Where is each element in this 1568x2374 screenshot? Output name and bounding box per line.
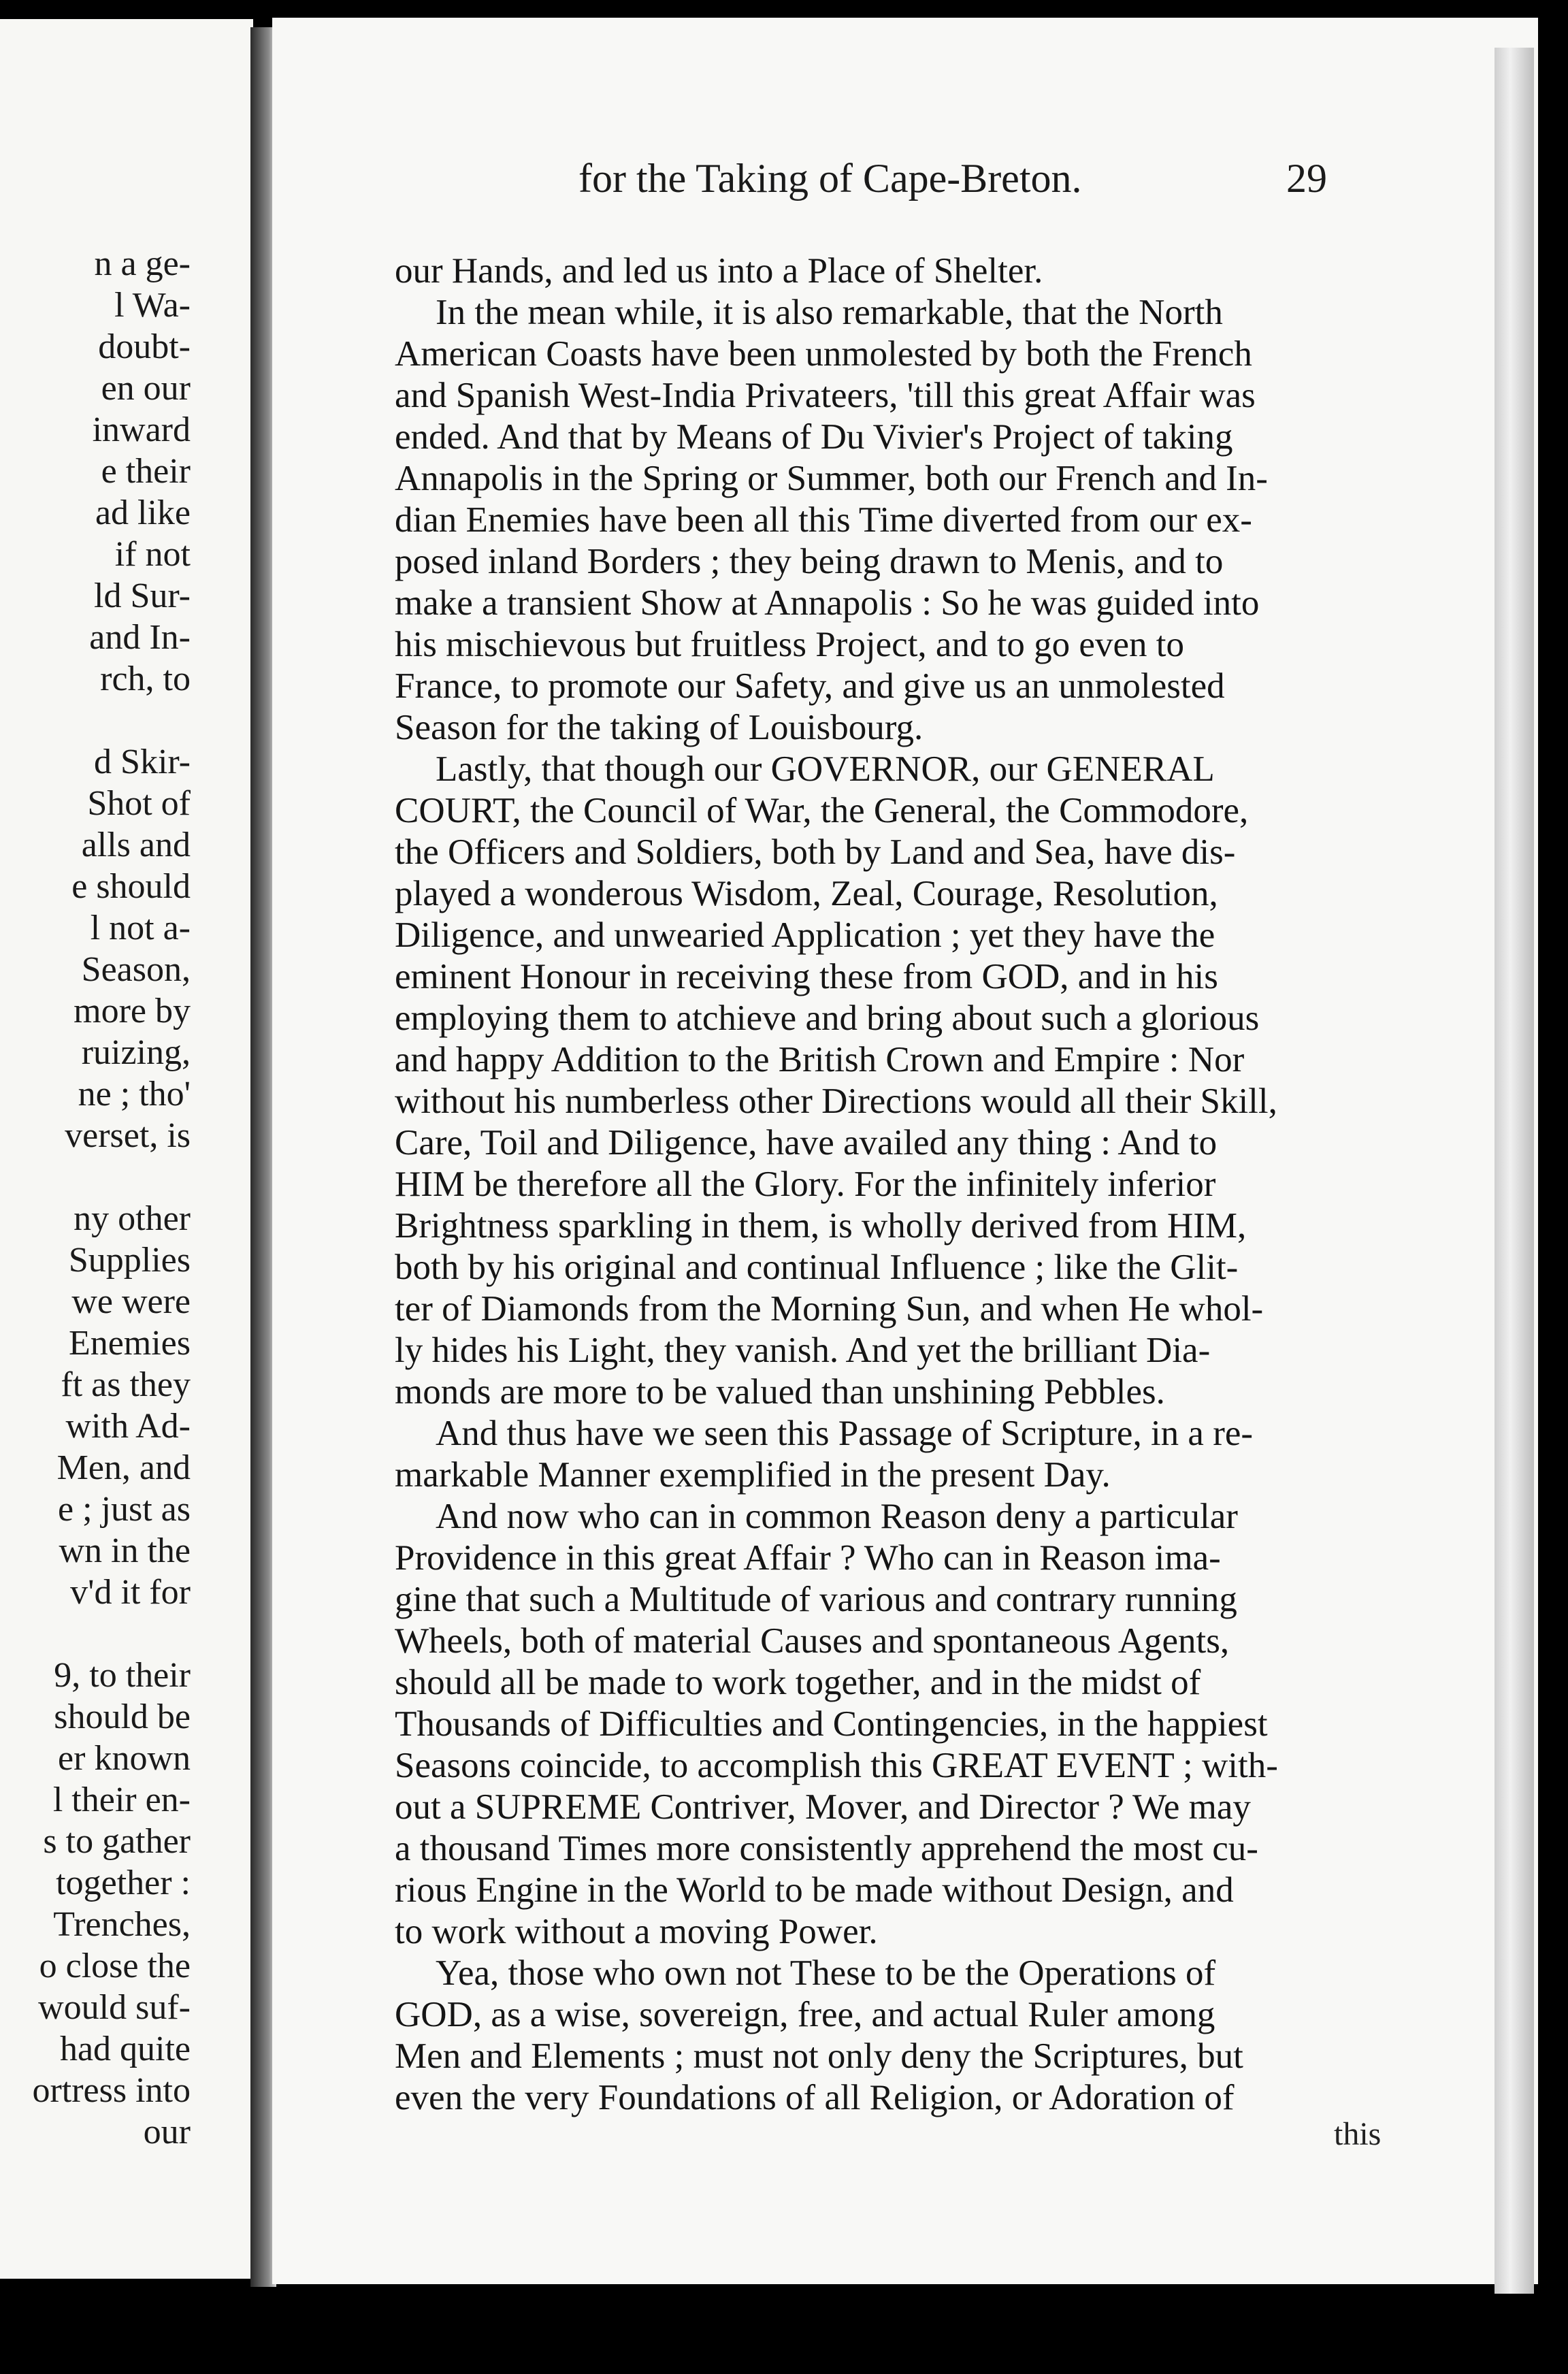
text-line: Diligence, and unwearied Application ; yet they have the bbox=[395, 915, 1215, 955]
text-line: eminent Honour in receiving these from GOD, and in his bbox=[395, 957, 1218, 996]
left-page-line: should be bbox=[54, 1697, 191, 1736]
text-line: monds are more to be valued than unshining Pebbles. bbox=[395, 1372, 1165, 1412]
text-line: should all be made to work together, and in the midst of bbox=[395, 1663, 1201, 1702]
text-line: ly hides his Light, they vanish. And yet the brilliant Dia- bbox=[395, 1331, 1211, 1370]
page-edges bbox=[1494, 48, 1534, 2294]
left-page-line: Season, bbox=[81, 950, 191, 989]
running-head bbox=[578, 155, 1327, 210]
left-page-line: together : bbox=[56, 1864, 191, 1902]
left-page-line: more by bbox=[74, 992, 191, 1030]
left-page-line: ortress into bbox=[32, 2071, 191, 2110]
catchword: this bbox=[1334, 2116, 1382, 2152]
left-page-line: l their en- bbox=[52, 1780, 191, 1819]
left-page-line: Supplies bbox=[68, 1241, 191, 1280]
left-page-line: l Wa- bbox=[114, 286, 191, 325]
text-line: employing them to atchieve and bring about such a glorious bbox=[395, 998, 1260, 1038]
text-line: even the very Foundations of all Religion, or Adoration of bbox=[395, 2078, 1235, 2117]
left-page bbox=[0, 19, 253, 2279]
left-page-line: Shot of bbox=[87, 784, 191, 823]
text-line: American Coasts have been unmolested by both the French bbox=[395, 334, 1252, 374]
text-line: Brightness sparkling in them, is wholly derived from HIM, bbox=[395, 1206, 1247, 1246]
text-line: ter of Diamonds from the Morning Sun, and when He whol- bbox=[395, 1289, 1264, 1329]
left-page-line: rch, to bbox=[100, 660, 191, 698]
left-page-line: e ; just as bbox=[58, 1490, 191, 1529]
text-line: Yea, those who own not These to be the Operations of bbox=[436, 1953, 1216, 1993]
text-line: France, to promote our Safety, and give us an unmolested bbox=[395, 666, 1225, 706]
text-line: Season for the taking of Louisbourg. bbox=[395, 708, 924, 747]
left-page-line: Trenches, bbox=[53, 1905, 191, 1944]
left-page-line: ad like bbox=[95, 493, 191, 532]
left-page-line: o close the bbox=[39, 1947, 191, 1985]
text-line: rious Engine in the World to be made without Design, and bbox=[395, 1870, 1234, 1910]
text-line: Annapolis in the Spring or Summer, both our French and In- bbox=[395, 459, 1268, 498]
left-page-line: if not bbox=[114, 535, 191, 574]
left-page-line: en our bbox=[101, 369, 191, 408]
left-page-line: l not a- bbox=[90, 909, 191, 947]
text-line: played a wonderous Wisdom, Zeal, Courage, Resolution, bbox=[395, 874, 1218, 913]
left-page-line: wn in the bbox=[59, 1531, 191, 1570]
text-line: the Officers and Soldiers, both by Land and Sea, have dis- bbox=[395, 832, 1236, 872]
left-page-line: would suf- bbox=[38, 1988, 191, 2027]
text-line: HIM be therefore all the Glory. For the infinitely inferior bbox=[395, 1165, 1216, 1204]
text-line: out a SUPREME Contriver, Mover, and Director ? We may bbox=[395, 1787, 1251, 1827]
left-page-line: e their bbox=[101, 452, 191, 491]
left-page-line: with Ad- bbox=[65, 1407, 191, 1446]
left-page-line: s to gather bbox=[43, 1822, 191, 1861]
text-line: posed inland Borders ; they being drawn to Menis, and to bbox=[395, 542, 1224, 581]
left-page-line: er known bbox=[58, 1739, 191, 1778]
text-line: markable Manner exemplified in the present Day. bbox=[395, 1455, 1111, 1495]
left-page-line: Enemies bbox=[68, 1324, 191, 1363]
left-page-line: we were bbox=[71, 1282, 191, 1321]
left-page-line: alls and bbox=[81, 826, 191, 864]
left-page-line: v'd it for bbox=[70, 1573, 191, 1612]
text-line: In the mean while, it is also remarkable, that the North bbox=[436, 293, 1223, 332]
left-page-line: and In- bbox=[89, 618, 191, 657]
text-line: Seasons coincide, to accomplish this GREAT EVENT ; with- bbox=[395, 1746, 1278, 1785]
left-page-line: ft as they bbox=[61, 1365, 191, 1404]
text-line: Men and Elements ; must not only deny the Scriptures, but bbox=[395, 2036, 1243, 2076]
text-line: Providence in this great Affair ? Who can in Reason ima- bbox=[395, 1538, 1221, 1578]
text-line: Lastly, that though our GOVERNOR, our GENERAL bbox=[436, 749, 1215, 789]
text-line: And now who can in common Reason deny a particular bbox=[436, 1497, 1238, 1536]
text-line: and happy Addition to the British Crown and Empire : Nor bbox=[395, 1040, 1245, 1079]
text-line: ended. And that by Means of Du Vivier's Project of taking bbox=[395, 417, 1233, 457]
text-line: his mischievous but fruitless Project, and to go even to bbox=[395, 625, 1184, 664]
left-page-line: inward bbox=[92, 410, 191, 449]
page-number: 29 bbox=[1286, 156, 1327, 201]
text-line: make a transient Show at Annapolis : So he was guided into bbox=[395, 583, 1260, 623]
left-page-line: ne ; tho' bbox=[78, 1075, 191, 1113]
left-page-line: verset, is bbox=[65, 1116, 191, 1155]
running-title: for the Taking of Cape-Breton. bbox=[578, 156, 1082, 201]
text-line: without his numberless other Directions would all their Skill, bbox=[395, 1082, 1277, 1121]
left-page-line: ruizing, bbox=[81, 1033, 191, 1072]
text-line: both by his original and continual Influence ; like the Glit- bbox=[395, 1248, 1239, 1287]
text-line: Wheels, both of material Causes and spontaneous Agents, bbox=[395, 1621, 1230, 1661]
text-line: gine that such a Multitude of various and contrary running bbox=[395, 1580, 1237, 1619]
left-page-line: 9, to their bbox=[54, 1656, 191, 1695]
left-page-line: our bbox=[143, 2113, 191, 2151]
left-page-line: e should bbox=[71, 867, 191, 906]
left-page-line: doubt- bbox=[98, 327, 191, 366]
text-line: a thousand Times more consistently apprehend the most cu- bbox=[395, 1829, 1258, 1868]
text-line: GOD, as a wise, sovereign, free, and actual Ruler among bbox=[395, 1995, 1215, 2034]
left-page-line: Men, and bbox=[56, 1448, 191, 1487]
left-page-line: d Skir- bbox=[94, 743, 191, 781]
left-page-line: ny other bbox=[74, 1199, 191, 1238]
text-line: Care, Toil and Diligence, have availed any thing : And to bbox=[395, 1123, 1218, 1162]
text-line: and Spanish West-India Privateers, 'till this great Affair was bbox=[395, 376, 1256, 415]
text-line: And thus have we seen this Passage of Scripture, in a re- bbox=[436, 1414, 1254, 1453]
left-page-line: n a ge- bbox=[94, 244, 191, 283]
left-page-line: had quite bbox=[59, 2030, 191, 2068]
text-line: dian Enemies have been all this Time diverted from our ex- bbox=[395, 500, 1252, 540]
left-page-line: ld Sur- bbox=[94, 576, 191, 615]
text-line: our Hands, and led us into a Place of Shelter. bbox=[395, 251, 1043, 291]
text-line: to work without a moving Power. bbox=[395, 1912, 878, 1951]
text-line: COURT, the Council of War, the General, the Commodore, bbox=[395, 791, 1249, 830]
text-line: Thousands of Difficulties and Contingencies, in the happiest bbox=[395, 1704, 1268, 1744]
